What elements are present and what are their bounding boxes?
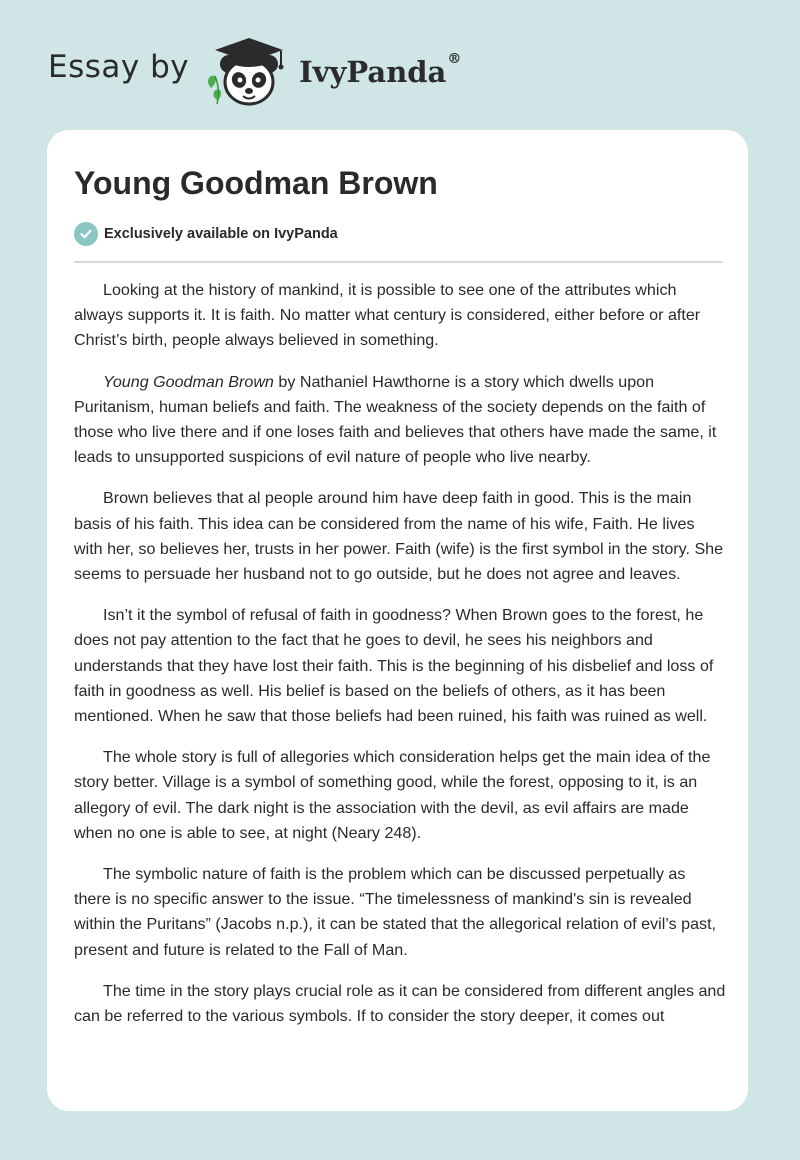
paragraph-6 (74, 862, 726, 963)
panda-logo-icon[interactable] (203, 30, 295, 110)
essay-by-label: Essay by (48, 49, 190, 85)
paragraph-1 (74, 278, 726, 354)
paragraph-2 (74, 370, 726, 471)
essay-card (47, 130, 748, 1111)
divider (74, 261, 723, 263)
availability-badge-text: Exclusively available on IvyPanda (104, 226, 338, 242)
paragraph-7 (74, 979, 726, 1029)
paragraph-4 (74, 603, 726, 729)
registered-mark: ® (447, 51, 462, 67)
paragraph-1-text: Looking at the history of mankind, it is possible to see one of the attributes which always supports it. It is faith. No matter what century is considered, either before or after Christ’s birth, people always believed in something. (74, 281, 701, 350)
brand-name[interactable] (299, 51, 462, 89)
site-header (48, 28, 461, 112)
paragraph-3 (74, 486, 726, 587)
availability-badge (74, 222, 338, 246)
work-title: Young Goodman Brown (103, 372, 274, 391)
paragraph-7-text: The time in the story plays crucial role as it can be considered from different angles and can be referred to the various symbols. If to consider the story deeper, it comes out (74, 981, 726, 1026)
paragraph-5 (74, 745, 726, 846)
paragraph-5-text: The whole story is full of allegories which consideration helps get the main idea of the story better. Village is a symbol of something good, while the forest, opposing to it, is an allegory of evil. The dark night is the association with the devil, as evil affairs are made when no one is able to see, at night (Neary 248). (74, 748, 711, 842)
essay-body (74, 278, 726, 1111)
paragraph-2-text: by Nathaniel Hawthorne is a story which dwells upon Puritanism, human beliefs and faith. The weakness of the society depends on the faith of those who live there and if one loses faith and believes that others have made the same, it leads to unsupported suspicions of evil nature of people who live nearby. (74, 372, 717, 467)
paragraph-3-text: Brown believes that al people around him have deep faith in good. This is the main basis of his faith. This idea can be considered from the name of his wife, Faith. He lives with her, so believes her, trusts in her power. Faith (wife) is the first symbol in the story. She seems to persuade her husband not to go outside, but he does not agree and leaves. (74, 489, 724, 584)
paragraph-4-text: Isn’t it the symbol of refusal of faith in goodness? When Brown goes to the forest, he does not pay attention to the fact that he goes to devil, he sees his neighbors and understands that they have lost their faith. This is the beginning of his disbelief and loss of faith in goodness as well. His belief is based on the beliefs of others, as it has been mentioned. When he saw that those beliefs had been ruined, his faith was ruined as well. (74, 606, 714, 726)
brand-name-text: IvyPanda (299, 55, 447, 89)
paragraph-6-text: The symbolic nature of faith is the problem which can be discussed perpetually as there is no specific answer to the issue. “The timelessness of mankind's sin is revealed within the Puritans” (Jacobs n.p.), it can be stated that the allegorical relation of evil’s past, present and future is related to the Fall of Man. (74, 865, 717, 959)
check-circle-icon (74, 222, 98, 246)
page-title: Young Goodman Brown (74, 165, 438, 201)
